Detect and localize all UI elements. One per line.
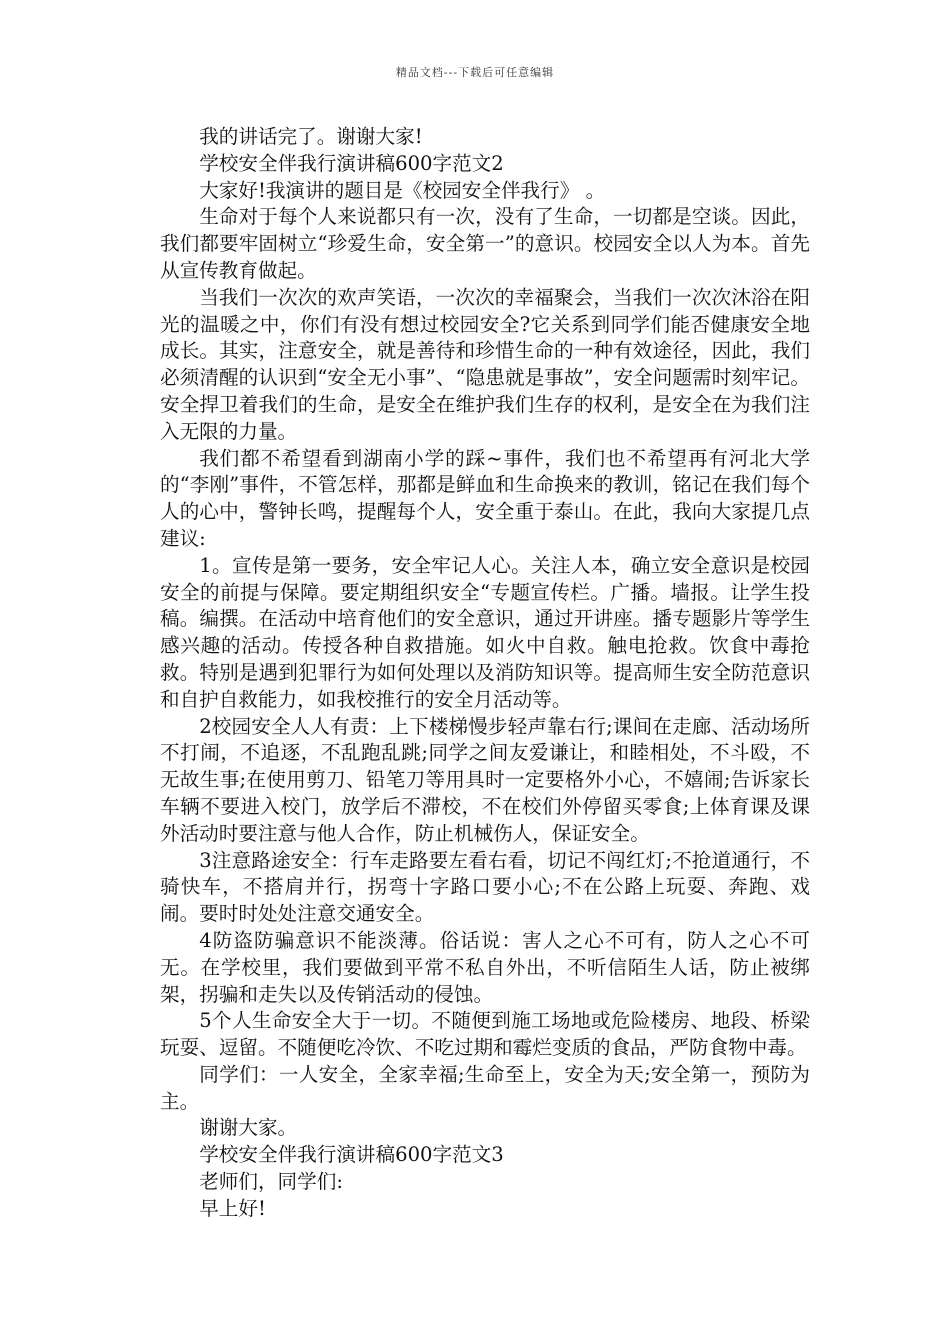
closing-line: 我的讲话完了。谢谢大家! xyxy=(199,125,423,148)
body-paragraph: 生命对于每个人来说都只有一次，没有了生命，一切都是空谈。因此，我们都要牢固树立“珍爱生命，安全第一”的意识。校园安全以人为本。首先从宣传教育做起。 xyxy=(160,205,810,282)
body-paragraph: 同学们：一人安全，全家幸福;生命至上，安全为天;安全第一，预防为主。 xyxy=(160,1062,810,1113)
body-paragraph: 当我们一次次的欢声笑语，一次次的幸福聚会，当我们一次次沐浴在阳光的温暖之中，你们有没有想过校园安全?它关系到同学们能否健康安全地成长。其实，注意安全，就是善待和珍惜生命的一种有效途径，因此，我们必须清醒的认识到“安全无小事”、“隐患就是事故”，安全问题需时刻牢记。安全捍卫着我们的生命，是安全在维护我们生存的权利，是安全在为我们注入无限的力量。 xyxy=(160,285,810,443)
page-header: 精品文档---下载后可任意编辑 xyxy=(395,66,555,79)
thanks-line: 谢谢大家。 xyxy=(199,1116,298,1140)
body-paragraph: 我们都不希望看到湖南小学的踩~事件，我们也不希望再有河北大学的“李刚”事件，不管怎样，那都是鲜血和生命换来的教训，铭记在我们每个人的心中，警钟长鸣，提醒每个人，安全重于泰山。在此，我向大家提几点建议: xyxy=(160,446,810,550)
suggestion-5: 5个人生命安全大于一切。不随便到施工场地或危险楼房、地段、桥梁玩耍、逗留。不随便吃冷饮、不吃过期和霉烂变质的食品，严防食物中毒。 xyxy=(160,1009,810,1060)
suggestion-4: 4防盗防骗意识不能淡薄。俗话说：害人之心不可有，防人之心不可无。在学校里，我们要做到平常不私自外出，不听信陌生人话，防止被绑架，拐骗和走失以及传销活动的侵蚀。 xyxy=(160,928,810,1006)
section-title-3: 学校安全伴我行演讲稿600字范文3 xyxy=(199,1143,504,1167)
document-body xyxy=(160,124,810,1223)
suggestion-2: 2校园安全人人有责：上下楼梯慢步轻声靠右行;课间在走廊、活动场所不打闹，不追逐，不乱跑乱跳;同学之间友爱谦让，和睦相处，不斗殴，不无故生事;在使用剪刀、铅笔刀等用具时一定要格外小心，不嬉闹;告诉家长车辆不要进入校门，放学后不滞校，不在校们外停留买零食;上体育课及课外活动时要注意与他人合作，防止机械伤人，保证安全。 xyxy=(160,714,810,845)
suggestion-3: 3注意路途安全：行车走路要左看右看，切记不闯红灯;不抢道通行，不骑快车，不搭肩并行，拐弯十字路口要小心;不在公路上玩耍、奔跑、戏闹。要时时处处注意交通安全。 xyxy=(160,848,810,926)
section-title-2: 学校安全伴我行演讲稿600字范文2 xyxy=(199,151,504,175)
salutation-line: 老师们，同学们: xyxy=(199,1170,343,1194)
greeting-paragraph: 大家好!我演讲的题目是《校园安全伴我行》 。 xyxy=(199,178,606,202)
morning-greeting: 早上好! xyxy=(199,1196,266,1220)
suggestion-1: 1。宣传是第一要务，安全牢记人心。关注人本，确立安全意识是校园安全的前提与保障。要定期组织安全“专题宣传栏。广播。墙报。让学生投稿。编撰。在活动中培育他们的安全意识，通过开讲座。播专题影片等学生感兴趣的活动。传授各种自救措施。如火中自救。触电抢救。饮食中毒抢救。特别是遇到犯罪行为如何处理以及消防知识等。提高师生安全防范意识和自护自救能力，如我校推行的安全月活动等。 xyxy=(160,553,810,711)
